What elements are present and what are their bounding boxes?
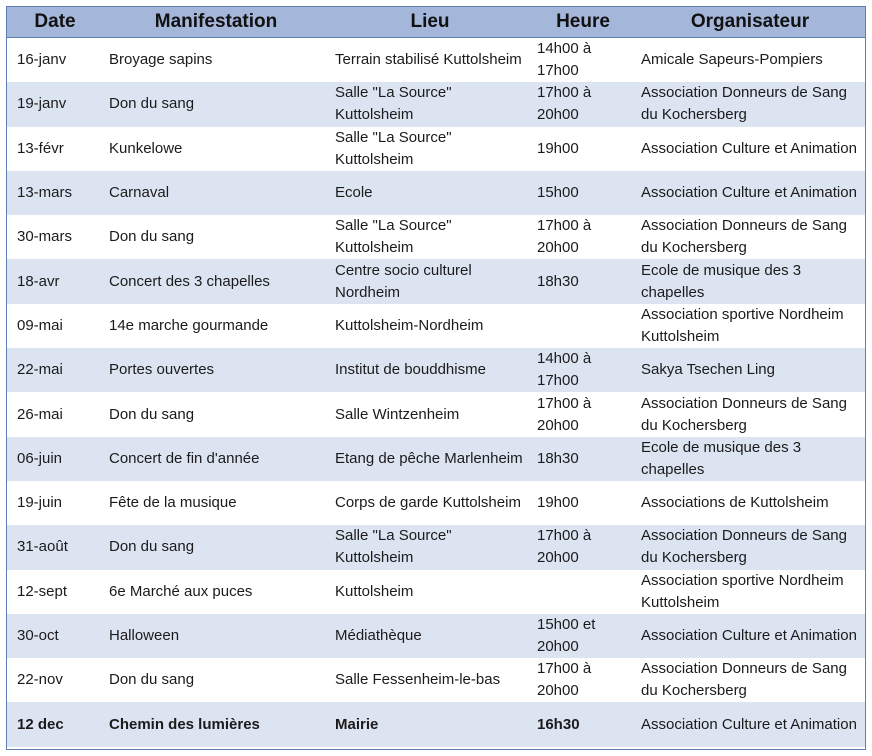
date-cell: 19-janv: [7, 82, 103, 126]
organisateur-cell: Associations de Kuttolsheim: [635, 481, 865, 525]
manifestation-cell: Concert de fin d'année: [103, 437, 329, 481]
manifestation-cell: Don du sang: [103, 82, 329, 126]
table-body: [7, 38, 865, 747]
manifestation-cell: Portes ouvertes: [103, 348, 329, 392]
manifestation-cell: Don du sang: [103, 525, 329, 569]
date-cell: 12 dec: [7, 702, 103, 746]
lieu-cell: Salle "La Source" Kuttolsheim: [329, 525, 531, 569]
heure-cell: 16h30: [531, 702, 635, 746]
manifestation-cell: Carnaval: [103, 171, 329, 215]
organisateur-cell: Ecole de musique des 3 chapelles: [635, 437, 865, 481]
date-cell: 09-mai: [7, 304, 103, 348]
date-cell: 22-mai: [7, 348, 103, 392]
organisateur-cell: Association Donneurs de Sang du Kochersberg: [635, 392, 865, 436]
manifestation-cell: Concert des 3 chapelles: [103, 259, 329, 303]
organisateur-cell: Association Culture et Animation: [635, 614, 865, 658]
heure-cell: 15h00: [531, 171, 635, 215]
organisateur-cell: Ecole de musique des 3 chapelles: [635, 259, 865, 303]
heure-cell: 18h30: [531, 437, 635, 481]
lieu-cell: Salle "La Source" Kuttolsheim: [329, 215, 531, 259]
lieu-cell: Salle Fessenheim-le-bas: [329, 658, 531, 702]
table-row: [7, 38, 865, 83]
organisateur-cell: Association Culture et Animation: [635, 702, 865, 746]
date-cell: 13-mars: [7, 171, 103, 215]
date-cell: 06-juin: [7, 437, 103, 481]
header-row: [7, 7, 865, 38]
table-row: [7, 304, 865, 348]
table-header: [7, 7, 865, 38]
table-row: [7, 658, 865, 702]
lieu-cell: Etang de pêche Marlenheim: [329, 437, 531, 481]
heure-cell: 17h00 à 20h00: [531, 525, 635, 569]
column-header-date: Date: [7, 7, 103, 38]
lieu-cell: Kuttolsheim-Nordheim: [329, 304, 531, 348]
lieu-cell: Kuttolsheim: [329, 570, 531, 614]
date-cell: 30-oct: [7, 614, 103, 658]
lieu-cell: Mairie: [329, 702, 531, 746]
lieu-cell: Médiathèque: [329, 614, 531, 658]
lieu-cell: Salle "La Source" Kuttolsheim: [329, 82, 531, 126]
date-cell: 18-avr: [7, 259, 103, 303]
lieu-cell: Ecole: [329, 171, 531, 215]
organisateur-cell: Association Donneurs de Sang du Kochersberg: [635, 215, 865, 259]
heure-cell: 18h30: [531, 259, 635, 303]
heure-cell: 17h00 à 20h00: [531, 215, 635, 259]
manifestation-cell: Don du sang: [103, 658, 329, 702]
manifestation-cell: Halloween: [103, 614, 329, 658]
date-cell: 22-nov: [7, 658, 103, 702]
column-header-lieu: Lieu: [329, 7, 531, 38]
organisateur-cell: Association Donneurs de Sang du Kochersberg: [635, 525, 865, 569]
heure-cell: 17h00 à 20h00: [531, 658, 635, 702]
heure-cell: [531, 570, 635, 614]
table-row: [7, 570, 865, 614]
lieu-cell: Salle "La Source" Kuttolsheim: [329, 127, 531, 171]
heure-cell: 15h00 et 20h00: [531, 614, 635, 658]
lieu-cell: Terrain stabilisé Kuttolsheim: [329, 38, 531, 83]
table-row: [7, 348, 865, 392]
table-row: [7, 481, 865, 525]
organisateur-cell: Association Culture et Animation: [635, 171, 865, 215]
manifestation-cell: Broyage sapins: [103, 38, 329, 83]
manifestation-cell: Fête de la musique: [103, 481, 329, 525]
organisateur-cell: Association sportive Nordheim Kuttolsheim: [635, 304, 865, 348]
table-row: [7, 392, 865, 436]
table-row: [7, 215, 865, 259]
date-cell: 30-mars: [7, 215, 103, 259]
column-header-organisateur: Organisateur: [635, 7, 865, 38]
heure-cell: 19h00: [531, 127, 635, 171]
date-cell: 31-août: [7, 525, 103, 569]
heure-cell: 14h00 à 17h00: [531, 38, 635, 83]
manifestation-cell: 6e Marché aux puces: [103, 570, 329, 614]
organisateur-cell: Amicale Sapeurs-Pompiers: [635, 38, 865, 83]
heure-cell: 19h00: [531, 481, 635, 525]
column-header-heure: Heure: [531, 7, 635, 38]
events-table-frame: [6, 6, 866, 750]
organisateur-cell: Association sportive Nordheim Kuttolsheim: [635, 570, 865, 614]
heure-cell: 14h00 à 17h00: [531, 348, 635, 392]
date-cell: 19-juin: [7, 481, 103, 525]
manifestation-cell: Don du sang: [103, 215, 329, 259]
manifestation-cell: Chemin des lumières: [103, 702, 329, 746]
heure-cell: 17h00 à 20h00: [531, 392, 635, 436]
lieu-cell: Centre socio culturel Nordheim: [329, 259, 531, 303]
organisateur-cell: Association Donneurs de Sang du Kochersberg: [635, 658, 865, 702]
manifestation-cell: Kunkelowe: [103, 127, 329, 171]
date-cell: 16-janv: [7, 38, 103, 83]
table-row: [7, 171, 865, 215]
manifestation-cell: 14e marche gourmande: [103, 304, 329, 348]
date-cell: 26-mai: [7, 392, 103, 436]
table-row: [7, 127, 865, 171]
date-cell: 13-févr: [7, 127, 103, 171]
lieu-cell: Corps de garde Kuttolsheim: [329, 481, 531, 525]
column-header-manifestation: Manifestation: [103, 7, 329, 38]
table-row: [7, 614, 865, 658]
heure-cell: 17h00 à 20h00: [531, 82, 635, 126]
heure-cell: [531, 304, 635, 348]
table-row: [7, 525, 865, 569]
table-row: [7, 82, 865, 126]
organisateur-cell: Association Culture et Animation: [635, 127, 865, 171]
manifestation-cell: Don du sang: [103, 392, 329, 436]
lieu-cell: Institut de bouddhisme: [329, 348, 531, 392]
lieu-cell: Salle Wintzenheim: [329, 392, 531, 436]
table-row: [7, 259, 865, 303]
organisateur-cell: Association Donneurs de Sang du Kochersberg: [635, 82, 865, 126]
date-cell: 12-sept: [7, 570, 103, 614]
events-table: [7, 7, 865, 747]
table-row: [7, 702, 865, 746]
organisateur-cell: Sakya Tsechen Ling: [635, 348, 865, 392]
table-row: [7, 437, 865, 481]
